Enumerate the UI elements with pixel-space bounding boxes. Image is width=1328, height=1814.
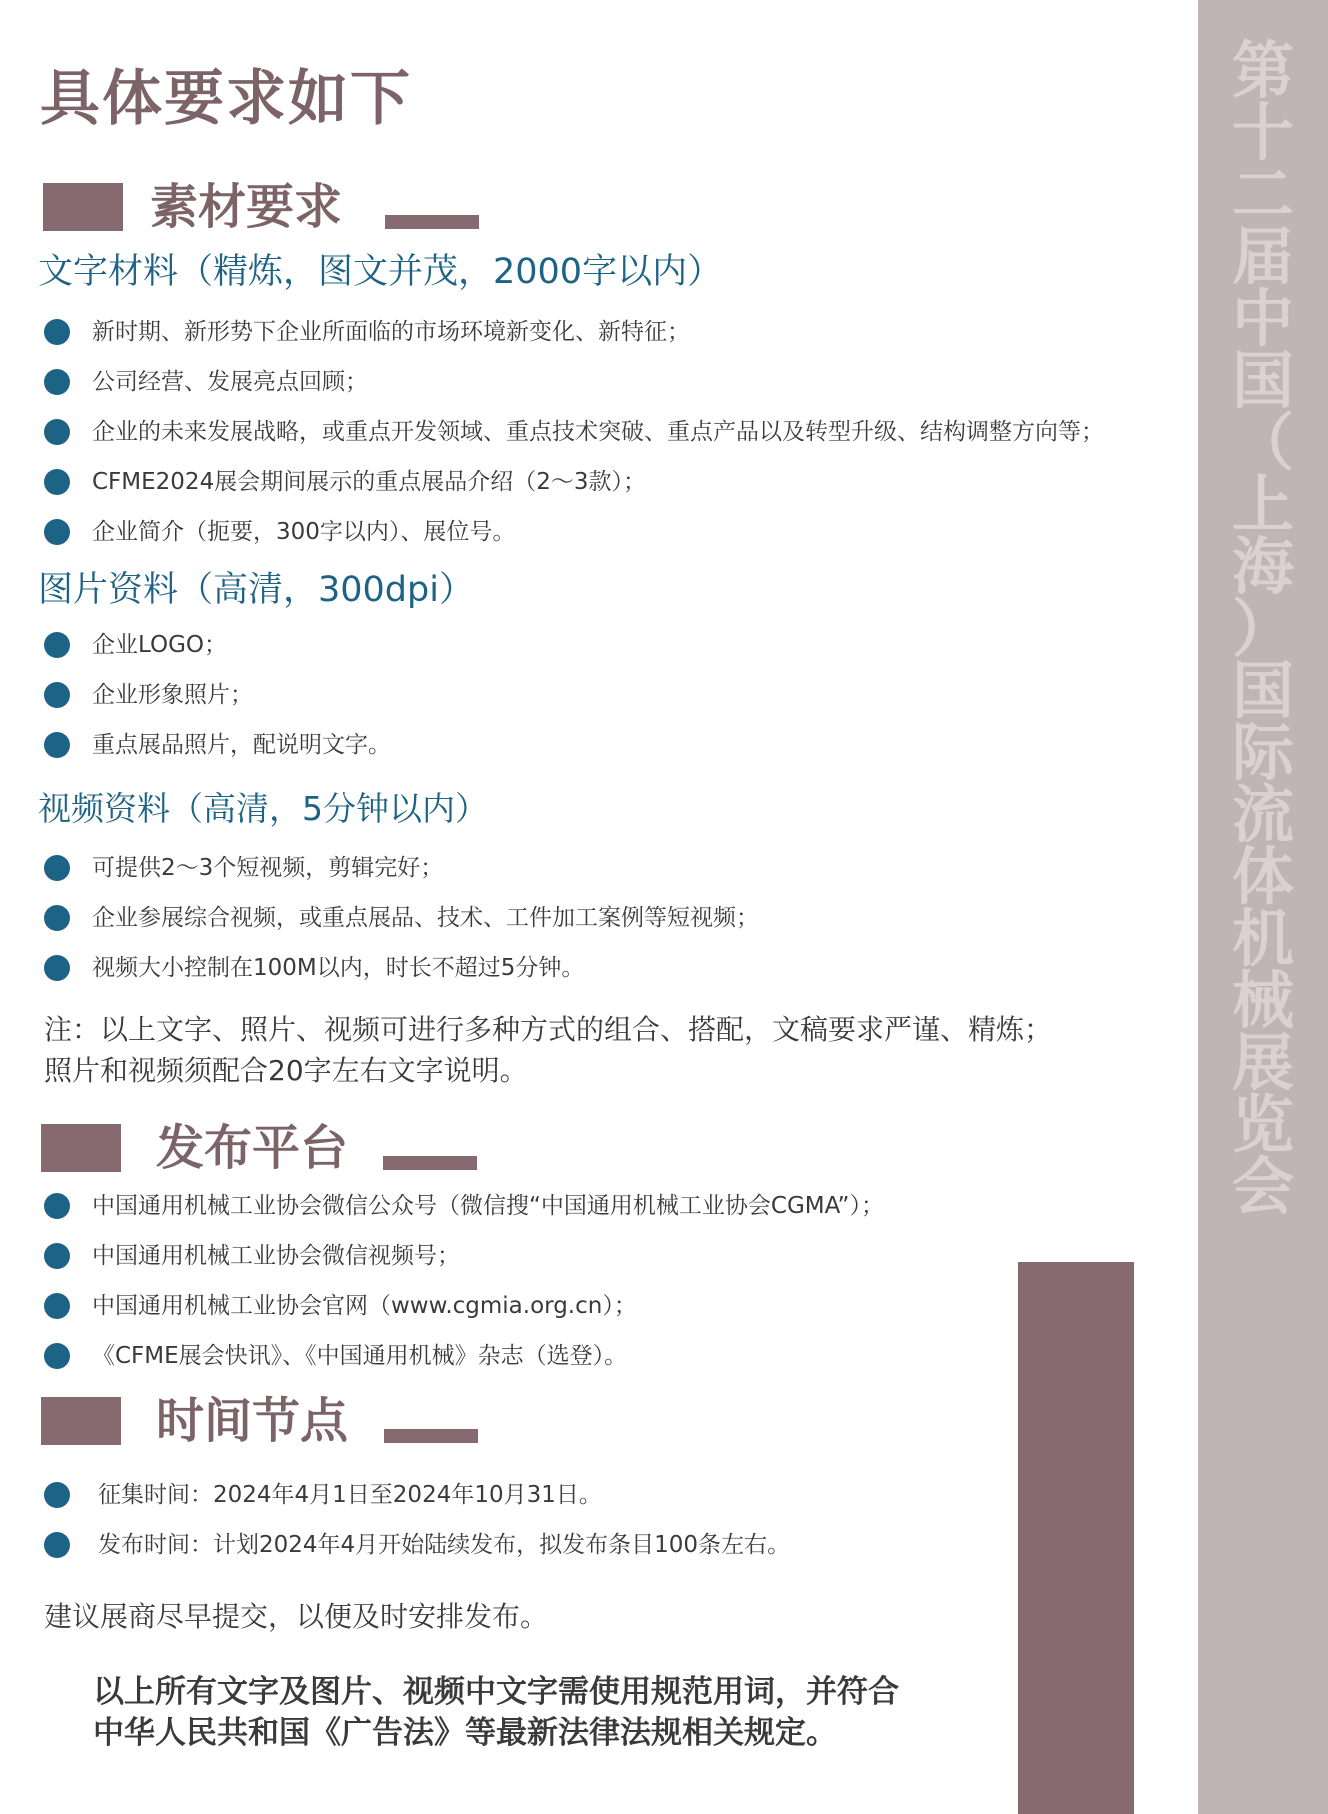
heading-line-decoration — [383, 1156, 477, 1170]
section-heading-label: 素材要求 — [150, 179, 343, 235]
list-item — [42, 1231, 884, 1281]
subheading-image-material: 图片资料（高清，300dpi） — [38, 570, 474, 610]
side-title-char: 机 — [1231, 902, 1294, 975]
bullet-dot-icon — [44, 732, 70, 758]
legal-notice-line-2: 中华人民共和国《广告法》等最新法律法规相关规定。 — [93, 1715, 837, 1751]
side-title-char: 届 — [1231, 220, 1294, 293]
side-title-char: 十 — [1231, 96, 1294, 169]
note-line-2: 照片和视频须配合20字左右文字说明。 — [44, 1054, 528, 1087]
side-title-char: ） — [1231, 592, 1294, 665]
section-heading-label: 时间节点 — [156, 1393, 349, 1449]
side-title-char: （ — [1231, 406, 1294, 479]
heading-line-decoration — [385, 215, 479, 229]
heading-block-decoration — [41, 1124, 121, 1172]
list-item — [42, 307, 1104, 357]
bullet-dot-icon — [44, 419, 70, 445]
list-item-text: 企业LOGO； — [92, 632, 228, 658]
list-platform — [42, 1181, 884, 1381]
bullet-dot-icon — [44, 855, 70, 881]
list-item — [42, 457, 1104, 507]
list-item-text: 企业参展综合视频，或重点展品、技术、工件加工案例等短视频； — [92, 905, 759, 931]
list-item-text: 中国通用机械工业协会微信公众号（微信搜“中国通用机械工业协会CGMA”）； — [92, 1193, 884, 1219]
side-title-char: 体 — [1231, 840, 1294, 913]
list-item-text: 企业形象照片； — [92, 682, 253, 708]
list-item-text: 视频大小控制在100M以内，时长不超过5分钟。 — [92, 955, 585, 981]
note-line-1: 注：以上文字、照片、视频可进行多种方式的组合、搭配，文稿要求严谨、精炼； — [44, 1013, 1053, 1046]
list-item — [42, 507, 1104, 557]
submission-advice: 建议展商尽早提交，以便及时安排发布。 — [44, 1600, 549, 1633]
legal-notice-line-1: 以上所有文字及图片、视频中文字需使用规范用词，并符合 — [93, 1674, 899, 1710]
list-item — [42, 1470, 790, 1520]
list-item — [42, 943, 759, 993]
list-image-material — [42, 620, 391, 770]
bullet-dot-icon — [44, 469, 70, 495]
list-item-text: 企业简介（扼要，300字以内）、展位号。 — [92, 519, 516, 545]
list-item — [42, 407, 1104, 457]
list-item-text: 公司经营、发展亮点回顾； — [92, 369, 368, 395]
bullet-dot-icon — [44, 1482, 70, 1508]
heading-line-decoration — [384, 1429, 478, 1443]
list-item — [42, 670, 391, 720]
bullet-dot-icon — [44, 1343, 70, 1369]
exhibition-title-vertical — [1198, 34, 1328, 1223]
list-item — [42, 1520, 790, 1570]
heading-block-decoration — [41, 1397, 121, 1445]
list-timeline — [42, 1470, 790, 1570]
list-item-text: 中国通用机械工业协会官网（www.cgmia.org.cn）； — [92, 1293, 637, 1319]
bullet-dot-icon — [44, 1243, 70, 1269]
list-video-material — [42, 843, 759, 993]
side-title-char: 展 — [1231, 1026, 1294, 1099]
list-item-text: 可提供2～3个短视频，剪辑完好； — [92, 855, 444, 881]
list-item-text: 发布时间：计划2024年4月开始陆续发布，拟发布条目100条左右。 — [98, 1532, 791, 1558]
list-item-text: 新时期、新形势下企业所面临的市场环境新变化、新特征； — [92, 319, 690, 345]
list-item — [42, 620, 391, 670]
side-title-char: 上 — [1231, 468, 1294, 541]
bullet-dot-icon — [44, 905, 70, 931]
bullet-dot-icon — [44, 519, 70, 545]
section-heading-label: 发布平台 — [156, 1120, 349, 1176]
side-title-char: 海 — [1231, 530, 1294, 603]
bullet-dot-icon — [44, 369, 70, 395]
list-item — [42, 893, 759, 943]
page-title: 具体要求如下 — [40, 64, 412, 134]
bullet-dot-icon — [44, 1193, 70, 1219]
side-title-char: 二 — [1231, 158, 1294, 231]
side-title-char: 国 — [1231, 654, 1294, 727]
list-item-text: 重点展品照片，配说明文字。 — [92, 732, 391, 758]
heading-block-decoration — [43, 183, 123, 231]
side-title-char: 会 — [1231, 1150, 1294, 1223]
bullet-dot-icon — [44, 1293, 70, 1319]
side-title-char: 中 — [1231, 282, 1294, 355]
list-item-text: 征集时间：2024年4月1日至2024年10月31日。 — [98, 1482, 602, 1508]
decorative-bar — [1018, 1262, 1134, 1814]
subheading-text-material: 文字材料（精炼，图文并茂，2000字以内） — [38, 252, 723, 292]
list-item — [42, 843, 759, 893]
bullet-dot-icon — [44, 955, 70, 981]
list-item — [42, 1331, 884, 1381]
bullet-dot-icon — [44, 682, 70, 708]
side-title-char: 国 — [1231, 344, 1294, 417]
list-item-text: 企业的未来发展战略，或重点开发领域、重点技术突破、重点产品以及转型升级、结构调整方向等； — [92, 419, 1104, 445]
subheading-video-material: 视频资料（高清，5分钟以内） — [38, 789, 488, 828]
side-title-char: 际 — [1231, 716, 1294, 789]
side-title-char: 流 — [1231, 778, 1294, 851]
list-text-material — [42, 307, 1104, 557]
list-item-text: 《CFME展会快讯》、《中国通用机械》杂志（选登）。 — [92, 1343, 628, 1369]
side-title-char: 械 — [1231, 964, 1294, 1037]
list-item — [42, 1181, 884, 1231]
list-item — [42, 357, 1104, 407]
list-item-text: CFME2024展会期间展示的重点展品介绍（2～3款）； — [92, 469, 646, 495]
side-title-char: 览 — [1231, 1088, 1294, 1161]
bullet-dot-icon — [44, 1532, 70, 1558]
list-item — [42, 720, 391, 770]
list-item-text: 中国通用机械工业协会微信视频号； — [92, 1243, 460, 1269]
side-title-char: 第 — [1231, 34, 1294, 107]
list-item — [42, 1281, 884, 1331]
bullet-dot-icon — [44, 319, 70, 345]
bullet-dot-icon — [44, 632, 70, 658]
